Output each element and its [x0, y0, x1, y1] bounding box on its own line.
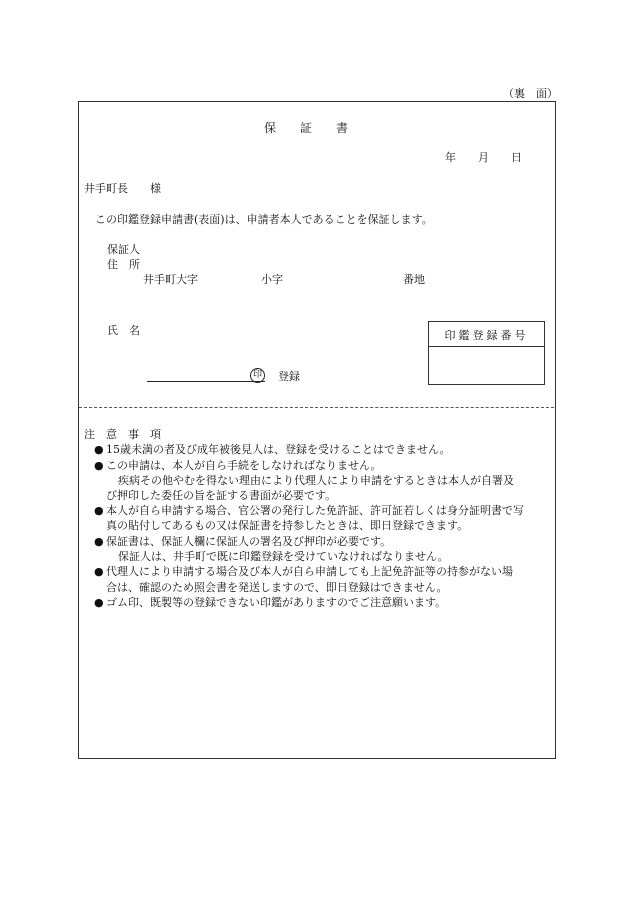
note-item: ● 15歳未満の者及び成年被後見人は、登録を受けることはできません。	[94, 443, 451, 456]
address-town: 井手町大字	[143, 273, 198, 286]
address-label: 住 所	[107, 258, 140, 271]
note-item: ● 保証書は、保証人欄に保証人の署名及び押印が必要です。	[94, 535, 392, 548]
guarantee-statement: この印鑑登録申請書(表面)は、申請者本人であることを保証します。	[95, 213, 433, 226]
bullet-icon: ●	[94, 459, 104, 472]
registered-label: 登録	[278, 370, 300, 383]
addressee: 井手町長 様	[84, 182, 161, 195]
note-item: ● 本人が自ら申請する場合、官公署の発行した免許証、許可証若しくは身分証明書で写	[94, 504, 524, 517]
bullet-icon: ●	[94, 565, 104, 578]
note-continuation: 真の貼付してあるもの又は保証書を持参したときは、即日登録できます。	[106, 519, 469, 532]
note-continuation: 保証人は、井手町で既に印鑑登録を受けていなければなりません。	[118, 550, 449, 563]
note-continuation: 合は、確認のため照会書を発送しますので、即日登録はできません。	[106, 581, 448, 594]
page-side-label: （裏 面）	[503, 87, 558, 100]
registration-number-header	[429, 322, 544, 347]
dashed-divider	[79, 407, 554, 408]
note-continuation: び押印した委任の旨を証する書面が必要です。	[106, 489, 337, 502]
bullet-icon: ●	[94, 504, 104, 517]
registration-number-title: 印鑑登録番号	[444, 329, 529, 342]
note-item: ● ゴム印、既製等の登録できない印鑑がありますのでご注意願います。	[94, 596, 447, 609]
form-title: 保 証 書	[264, 121, 349, 135]
address-koaza: 小字	[261, 273, 283, 286]
signature-line	[147, 381, 265, 382]
note-item: ● この申請は、本人が自ら手続をしなければなりません。	[94, 459, 382, 472]
address-banchi: 番地	[403, 273, 425, 286]
seal-mark: 印	[250, 368, 265, 383]
registration-number-box	[428, 321, 545, 385]
guarantor-label: 保証人	[107, 243, 140, 256]
name-label: 氏 名	[107, 324, 140, 337]
note-continuation: 疾病その他やむを得ない理由により代理人により申請をするときは本人が自署及	[118, 474, 514, 487]
bullet-icon: ●	[94, 535, 104, 548]
bullet-icon: ●	[94, 596, 104, 609]
note-item: ● 代理人により申請する場合及び本人が自ら申請しても上記免許証等の持参がない場	[94, 565, 513, 578]
notes-heading: 注 意 事 項	[84, 428, 161, 441]
bullet-icon: ●	[94, 443, 104, 456]
date-line: 年 月 日	[445, 151, 522, 164]
